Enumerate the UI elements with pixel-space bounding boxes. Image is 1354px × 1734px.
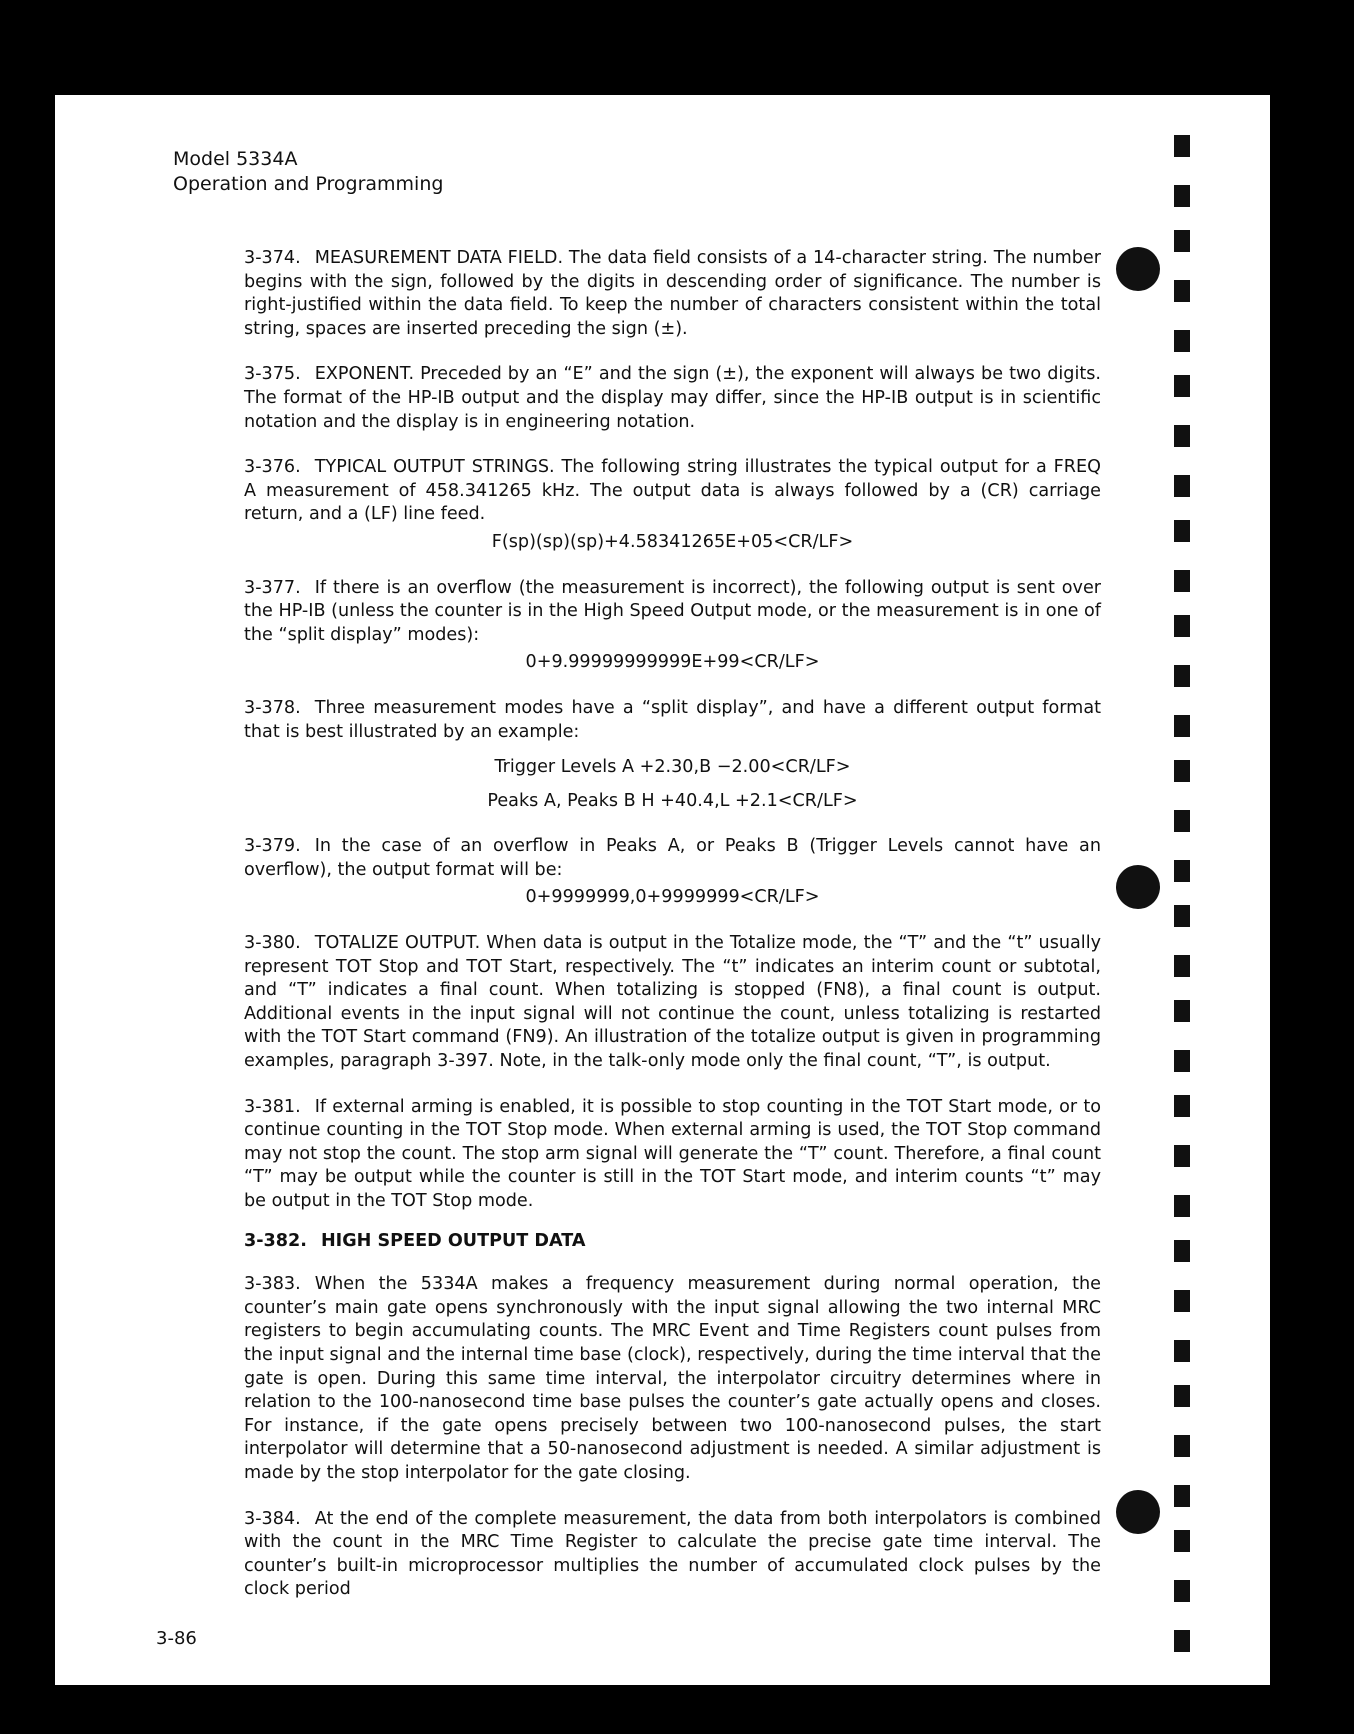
page-number: 3-86 — [156, 1628, 197, 1649]
paragraph-text: MEASUREMENT DATA FIELD. The data field consists of a 14-character string. The number begins with the sign, followed by the digits in descending order of significance. The number is right-justified within the data field. To keep the number of characters consistent within the total string, spaces are inserted preceding the sign (±). — [244, 248, 1101, 339]
paragraph-3-384 — [244, 1508, 1101, 1602]
binder-tab — [1174, 280, 1190, 302]
binder-tab — [1174, 1340, 1190, 1362]
binder-tab — [1174, 1195, 1190, 1217]
binder-tab — [1174, 615, 1190, 637]
paragraph-number: 3-380. — [244, 933, 301, 954]
paragraph-3-378 — [244, 697, 1101, 744]
binder-tab — [1174, 475, 1190, 497]
binder-tab — [1174, 520, 1190, 542]
code-peaks: Peaks A, Peaks B H +40.4,L +2.1<CR/LF> — [487, 790, 858, 811]
binder-edge — [1150, 95, 1270, 1685]
paragraph-text: EXPONENT. Preceded by an “E” and the sign (±), the exponent will always be two digits. The format of the HP-IB output and the display may differ, since the HP-IB output is in scientific notation and the display is in engineering notation. — [244, 364, 1101, 432]
binder-tab — [1174, 1050, 1190, 1072]
code-example-typical-output: F(sp)(sp)(sp)+4.58341265E+05<CR/LF> — [491, 531, 854, 552]
binder-tab — [1174, 810, 1190, 832]
paragraph-3-377 — [244, 577, 1101, 648]
paragraph-text: TYPICAL OUTPUT STRINGS. The following string illustrates the typical output for a FREQ A measurement of 458.341265 kHz. The output data is always followed by a (CR) carriage return, and a (LF) line feed. — [244, 457, 1101, 525]
binder-tab — [1174, 860, 1190, 882]
punch-hole — [1116, 247, 1160, 291]
document-page — [55, 95, 1270, 1685]
binder-tab — [1174, 1385, 1190, 1407]
paragraph-text: If there is an overflow (the measurement is incorrect), the following output is sent over the HP-IB (unless the counter is in the High Speed Output mode, or the measurement is in one of the “split display” modes): — [244, 577, 1101, 645]
section-title: Operation and Programming — [173, 173, 444, 195]
binder-tab — [1174, 905, 1190, 927]
binder-tab — [1174, 185, 1190, 207]
model-title: Model 5334A — [173, 148, 298, 170]
page-header — [173, 147, 443, 197]
paragraph-text: Three measurement modes have a “split display”, and have a different output format that is best illustrated by an example: — [244, 697, 1101, 742]
binder-tab — [1174, 425, 1190, 447]
binder-tab — [1174, 760, 1190, 782]
paragraph-number: 3-383. — [244, 1274, 301, 1295]
paragraph-text: In the case of an overflow in Peaks A, or Peaks B (Trigger Levels cannot have an overflow), the output format will be: — [244, 836, 1101, 880]
paragraph-3-381 — [244, 1096, 1101, 1214]
code-example-split-display — [244, 756, 1101, 813]
paragraph-3-383 — [244, 1273, 1101, 1485]
binder-tab — [1174, 955, 1190, 977]
binder-tab — [1174, 230, 1190, 252]
punch-hole — [1116, 1490, 1160, 1534]
paragraph-3-375 — [244, 363, 1101, 434]
binder-tab — [1174, 1630, 1190, 1652]
heading-text: HIGH SPEED OUTPUT DATA — [320, 1230, 586, 1251]
binder-tab — [1174, 135, 1190, 157]
binder-tab — [1174, 1435, 1190, 1457]
binder-tab — [1174, 1530, 1190, 1552]
paragraph-text: If external arming is enabled, it is possible to stop counting in the TOT Start mode, or to continue counting in the TOT Stop mode. When external arming is used, the TOT Stop command may not stop the count. The stop arm signal will generate the “T” count. Therefore, a final count “T” may be output while the counter is still in the TOT Start mode, and interim counts “t” may be output in the TOT Stop mode. — [244, 1096, 1101, 1211]
paragraph-number: 3-384. — [244, 1508, 301, 1529]
paragraph-3-374 — [244, 247, 1101, 341]
paragraph-3-380 — [244, 932, 1101, 1074]
paragraph-text: At the end of the complete measurement, the data from both interpolators is combined with the count in the MRC Time Register to calculate the precise gate time interval. The counter’s built-in microprocessor multiplies the number of accumulated clock pulses by the clock period — [244, 1508, 1101, 1600]
section-heading-3-382 — [244, 1230, 1101, 1254]
paragraph-3-376 — [244, 456, 1101, 527]
binder-tab — [1174, 1145, 1190, 1167]
binder-tab — [1174, 375, 1190, 397]
code-example-peaks-overflow: 0+9999999,0+9999999<CR/LF> — [525, 887, 820, 908]
paragraph-number: 3-378. — [244, 697, 301, 718]
binder-tab — [1174, 1095, 1190, 1117]
body-content — [244, 247, 1101, 1624]
binder-tab — [1174, 715, 1190, 737]
paragraph-number: 3-374. — [244, 248, 301, 268]
paragraph-number: 3-375. — [244, 364, 301, 385]
binder-tab — [1174, 1580, 1190, 1602]
binder-tab — [1174, 1485, 1190, 1507]
paragraph-number: 3-379. — [244, 836, 301, 857]
punch-hole — [1116, 865, 1160, 909]
paragraph-text: When the 5334A makes a frequency measurement during normal operation, the counter’s main gate opens synchronously with the input signal allowing the two internal MRC registers to begin accumulating counts. The MRC Event and Time Registers count pulses from the input signal and the internal time base (clock), respectively, during the time interval that the gate is open. During this same time interval, the interpolator circuitry determines where in relation to the 100-nanosecond time base pulses the counter’s gate actually opens and closes. For instance, if the gate opens precisely between two 100-nanosecond pulses, the start interpolator will determine that a 50-nanosecond adjustment is needed. A similar adjustment is made by the stop interpolator for the gate closing. — [244, 1274, 1101, 1483]
paragraph-number: 3-376. — [244, 457, 301, 478]
binder-tab — [1174, 570, 1190, 592]
code-trigger-levels: Trigger Levels A +2.30,B −2.00<CR/LF> — [494, 757, 851, 778]
binder-tab — [1174, 330, 1190, 352]
paragraph-number: 3-381. — [244, 1096, 301, 1117]
paragraph-text: TOTALIZE OUTPUT. When data is output in the Totalize mode, the “T” and the “t” usually represent TOT Stop and TOT Start, respectively. The “t” indicates an interim count or subtotal, and “T” indicates a final count. When totalizing is stopped (FN8), a final count is output. Additional events in the input signal will not continue the count, unless totalizing is restarted with the TOT Start command (FN9). An illustration of the totalize output is given in programming examples, paragraph 3-397. Note, in the talk-only mode only the final count, “T”, is output. — [244, 933, 1101, 1072]
code-example-overflow: 0+9.99999999999E+99<CR/LF> — [525, 652, 820, 673]
binder-tab — [1174, 1240, 1190, 1262]
binder-tab — [1174, 1290, 1190, 1312]
paragraph-3-379 — [244, 835, 1101, 882]
binder-tab — [1174, 665, 1190, 687]
heading-number: 3-382. — [244, 1230, 307, 1251]
binder-tab — [1174, 1000, 1190, 1022]
paragraph-number: 3-377. — [244, 577, 301, 598]
